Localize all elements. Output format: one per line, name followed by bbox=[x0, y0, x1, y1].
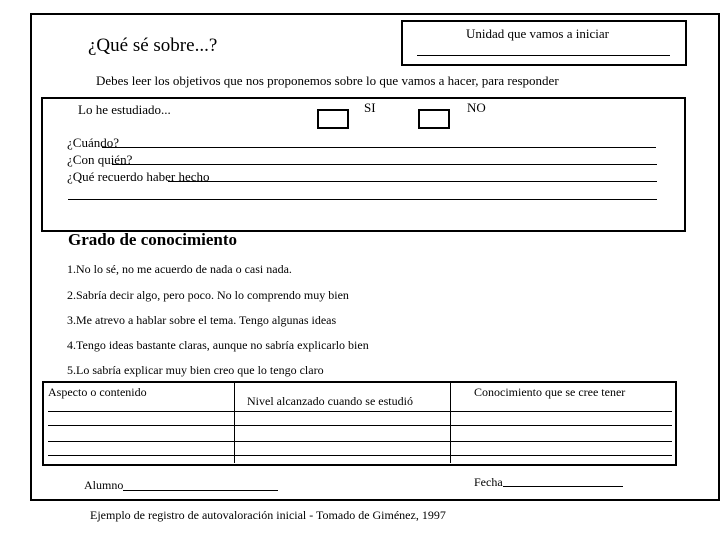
level-1: 1.No lo sé, no me acuerdo de nada o casi nada. bbox=[67, 262, 292, 276]
table-row[interactable] bbox=[48, 441, 672, 442]
level-3: 3.Me atrevo a hablar sobre el tema. Tengo algunas ideas bbox=[67, 313, 337, 327]
what-done-line[interactable] bbox=[168, 181, 657, 182]
grade-heading: Grado de conocimiento bbox=[68, 230, 238, 249]
unit-input-line[interactable] bbox=[417, 55, 670, 56]
yes-checkbox[interactable] bbox=[317, 109, 349, 129]
instruction-text: Debes leer los objetivos que nos proponemos sobre lo que vamos a hacer, para responder bbox=[96, 73, 559, 88]
caption: Ejemplo de registro de autovaloración inicial - Tomado de Giménez, 1997 bbox=[90, 508, 446, 522]
table-row[interactable] bbox=[48, 425, 672, 426]
column-divider bbox=[234, 382, 235, 463]
level-4: 4.Tengo ideas bastante claras, aunque no sabría explicarlo bien bbox=[67, 338, 369, 352]
student-label: Alumno bbox=[84, 478, 124, 492]
with-whom-line[interactable] bbox=[112, 164, 657, 165]
level-2: 2.Sabría decir algo, pero poco. No lo comprendo muy bien bbox=[67, 288, 349, 302]
studied-label: Lo he estudiado... bbox=[78, 102, 171, 117]
header-aspect: Aspecto o contenido bbox=[48, 385, 147, 399]
table-row[interactable] bbox=[48, 411, 672, 412]
when-line[interactable] bbox=[102, 147, 656, 148]
with-whom-label: ¿Con quién? bbox=[67, 152, 133, 167]
page-title: ¿Qué sé sobre...? bbox=[88, 35, 218, 56]
no-checkbox[interactable] bbox=[418, 109, 450, 129]
what-done-label: ¿Qué recuerdo haber hecho bbox=[67, 169, 210, 184]
date-line[interactable] bbox=[503, 486, 623, 487]
header-level: Nivel alcanzado cuando se estudió bbox=[247, 394, 413, 408]
table-row[interactable] bbox=[48, 455, 672, 456]
yes-label: SI bbox=[364, 100, 376, 115]
date-label: Fecha bbox=[474, 475, 503, 489]
student-line[interactable] bbox=[123, 490, 278, 491]
when-label: ¿Cuándo? bbox=[67, 135, 119, 150]
column-divider bbox=[450, 382, 451, 463]
no-label: NO bbox=[467, 100, 486, 115]
header-knowledge: Conocimiento que se cree tener bbox=[474, 385, 626, 399]
extra-line[interactable] bbox=[68, 199, 657, 200]
unit-label: Unidad que vamos a iniciar bbox=[466, 26, 609, 41]
level-5: 5.Lo sabría explicar muy bien creo que lo tengo claro bbox=[67, 363, 324, 377]
